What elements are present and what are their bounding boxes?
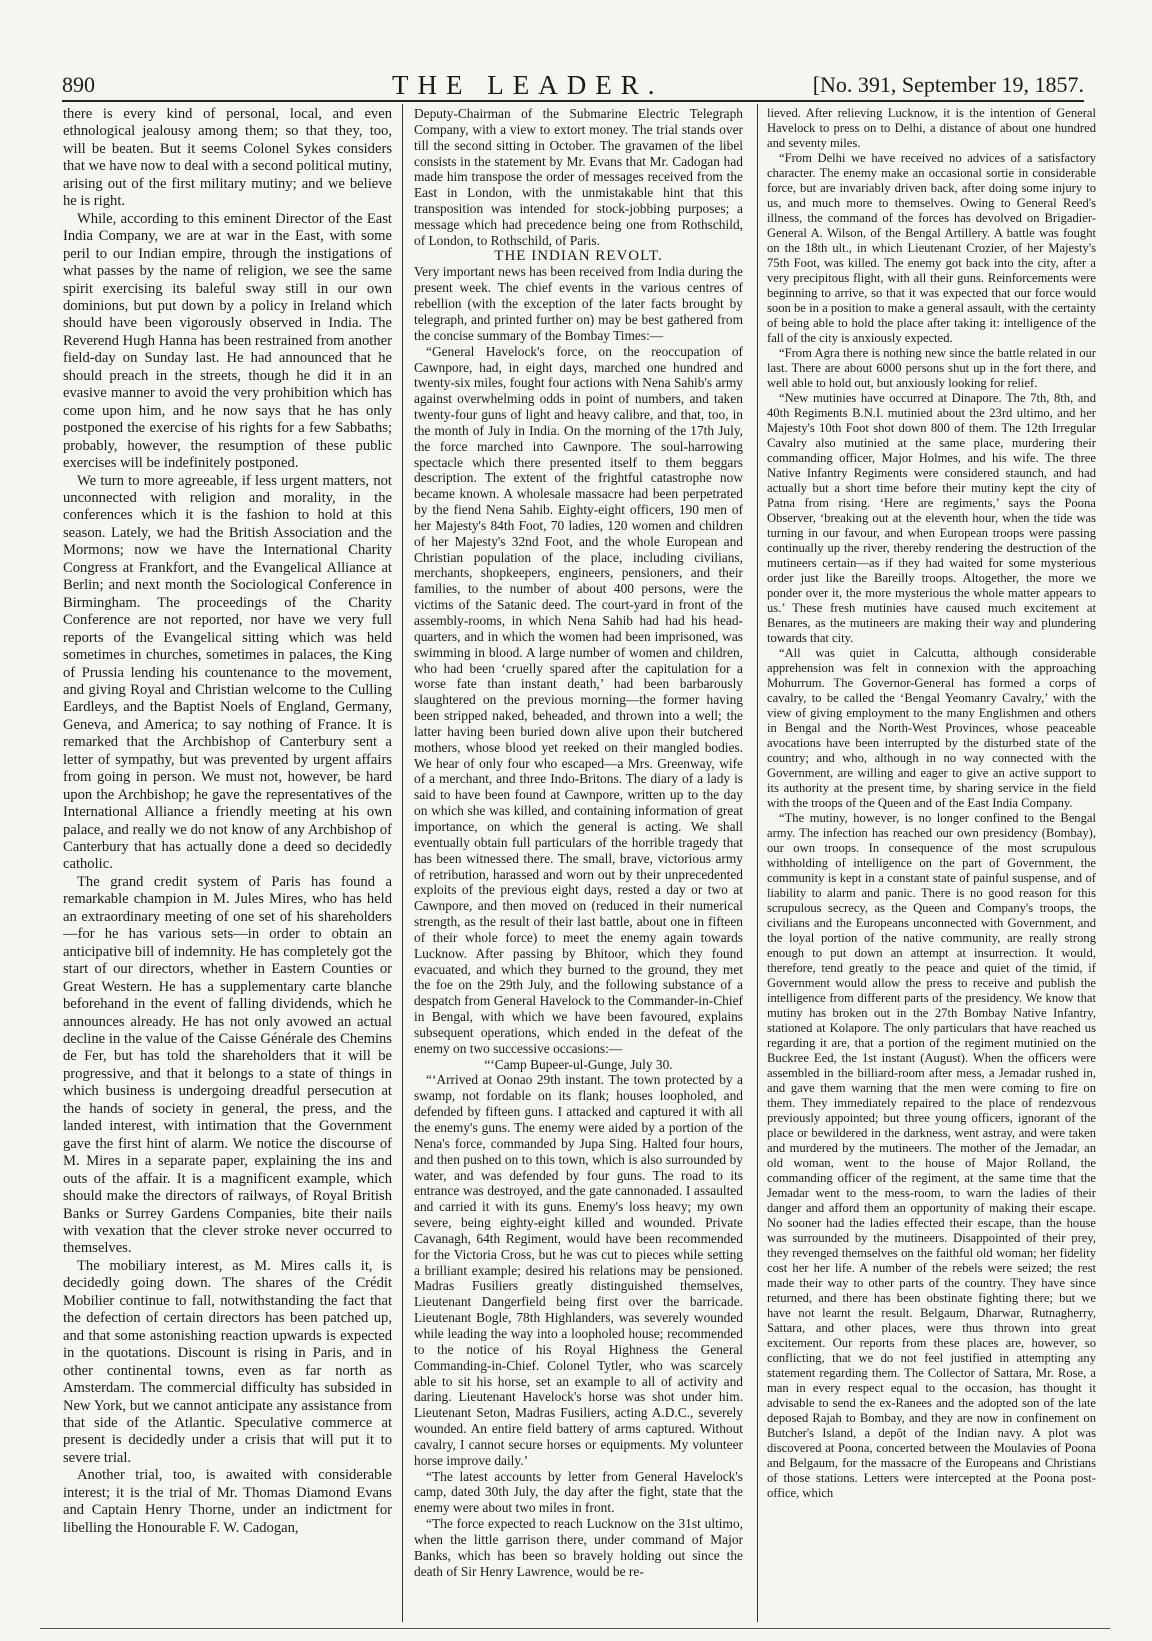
paragraph: “New mutinies have occurred at Dinapore. The 7th, 8th, and 40th Regiments B.N.I. mutinied about the 23rd ultimo, and her Majesty's 10th Foot shot down 800 of them. The 12th Irregular Cavalry also mutinied at the same place, murdering their commanding officer, Major Holmes, and his wife. The three Native Infantry Regiments were considered staunch, and had actually but a short time before their mutiny kept the city of Patna from rising. ‘Here are regiments,’ says the Poona Observer, ‘breaking out at the eleventh hour, when the tide was turning in our favour, and when European troops were passing continually up the river, thereby rendering the destruction of the mutineers certain—as if they had waited for some mysterious order just like the Bareilly troops. Altogether, the more we ponder over it, the more mysterious the whole matter appears to us.’ These fresh mutinies have caused much excitement at Benares, as the mutineers are making their way and plundering towards that city. [767,391,1096,645]
paragraph: Very important news has been received from India during the present week. The chief events in the various centres of rebellion (with the exception of the later facts brought by telegraph, and printed further on) may be best gathered from the concise summary of the Bombay Times:— [414,264,743,343]
paragraph: “From Delhi we have received no advices of a satisfactory character. The enemy make an occasional sortie in considerable force, but are invariably driven back, after doing some injury to us, and much more to themselves. Owing to General Reed's illness, the command of the forces has devolved on Brigadier-General A. Wilson, of the Bengal Artillery. A battle was fought on the 18th ult., in which Lieutenant Crozier, of her Majesty's 75th Foot, was killed. The enemy got back into the city, after a very precipitous flight, with all their guns. Reinforcements were beginning to arrive, so that it was expected that our force would soon be in a position to make a general assault, with the certainty of being able to hold the place after taking it: intelligence of the fall of the city is anxiously expected. [767,151,1096,345]
paragraph: “The mutiny, however, is no longer confined to the Bengal army. The infection has reached our own presidency (Bombay), our own troops. In consequence of the most scrupulous withholding of intelligence on the part of Government, the community is kept in a constant state of painful suspense, and of liability to alarm and panic. There is no good reason for this scrupulous secrecy, as the Queen and Company's troops, the civilians and the Europeans unconnected with Government, and the loyal portion of the native community, are really strong enough to put down an attempt at insurrection. It would, therefore, tend greatly to the peace and quiet of the timid, if Government would allow the press to receive and publish the intelligence from different parts of the presidency. We know that mutiny has broken out in the 27th Bombay Native Infantry, stationed at Kolapore. The only particulars that have reached us regarding it are, that a portion of the regiment mutinied on the Buckree Eed, the 1st instant (August). When the officers were assembled in the billiard-room after mess, a Jemadar rushed in, and gave them warning that the men were coming to fire on them. They immediately repaired to the place of rendezvous previously appointed; but three young officers, ignorant of the place or bewildered in the darkness, went astray, and were taken and murdered by the mutineers. The mother of the Jemadar, an old woman, went to the house of Major Rolland, the commanding officer of the regiment, at the same time that the Jemadar went to the mess-room, to warn the ladies of their danger and afford them an opportunity of making their escape. No sooner had the ladies effected their escape, than the house was surrounded by the mutineers. Disappointed of their prey, they revenged themselves on the faithful old woman; her fidelity cost her her life. A number of the rebels were seized; the rest made their way to other parts of the country. They have since returned, and there has been obstinate fighting there; but we have not learnt the result. Belgaum, Dharwar, Rutnagherry, Sattara, and other places, were thus thrown into great excitement. Our reports from these places are, however, so conflicting, that we do not feel justified in attempting any statement regarding them. The Collector of Sattara, Mr. Rose, a man in every respect equal to the occasion, has thought it advisable to send the ex-Ranees and the adopted son of the late deposed Rajah to Bombay, and they are now in confinement on Butcher's Island, a depôt of the Indian navy. A plot was discovered at Poona, concerted between the Moulavies of Poona and Belgaum, for the massacre of the Europeans and Christians of those stations. Letters were intercepted at the Poona post-office, which [767,811,1096,1500]
paragraph: there is every kind of personal, local, and even ethnological jealousy among them; so that they, too, will be beaten. But it seems Colonel Sykes considers that we have now to deal with a second political mutiny, arising out of the first military mutiny; and we believe he is right. [63,106,392,210]
paragraph: The grand credit system of Paris has found a remarkable champion in M. Jules Mires, who has held an extraordinary meeting of one set of his shareholders—for he has various sets—in order to obtain an anticipative bill of indemnity. He has completely got the start of our directors, whether in Eastern Counties or Great Western. He has a supplementary carte blanche beforehand in the event of falling dividends, which he announces already. He has not only avowed an actual decline in the value of the Caisse Générale des Chemins de Fer, but has told the shareholders that it will be progressive, and that it belongs to a state of things in which business is undergoing dreadful persecution at the hands of society in general, the press, and the landed interest, with intimation that the Government gave the first hint of alarm. We notice the discourse of M. Mires in a separate paper, explaining the ins and outs of the affair. It is a magnificent example, which should make the directors of railways, of Royal British Banks or Surrey Gardens Companies, bite their nails with vexation that the clever stroke never occurred to themselves. [63,873,392,1257]
page-header [62,70,1084,102]
paragraph: “The latest accounts by letter from General Havelock's camp, dated 30th July, the day after the fight, state that the enemy were about two miles in front. [414,1468,743,1516]
paragraph: While, according to this eminent Director of the East India Company, we are at war in the East, with some peril to our Indian empire, through the instigations of what passes by the name of religion, we see the same spirit exercising its baleful sway still in our own dominions, but put down by a policy in Ireland which should have been vigorously observed in India. The Reverend Hugh Hanna has been restrained from another field-day on Sunday last. He had announced that he should preach in the streets, though he did it in an evasive manner to avoid the very prohibition which has come upon him, and he now says that he has only postponed the exercise of his rights for a few Sabbaths; probably, however, the resumption of these public exercises will be indefinitely postponed. [63,210,392,472]
column-divider [402,104,403,1622]
column-divider [757,104,758,1622]
paragraph: “The force expected to reach Lucknow on the 31st ultimo, when the little garrison there, under command of Major Banks, which has been so bravely holding out since the death of Sir Henry Lawrence, would be re- [414,1516,743,1579]
paragraph: “From Agra there is nothing new since the battle related in our last. There are about 6000 persons shut up in the fort there, and well able to hold out, but anxiously looking for relief. [767,346,1096,390]
paragraph: “All was quiet in Calcutta, although considerable apprehension was felt in connexion with the approaching Mohurrum. The Governor-General has formed a corps of cavalry, to be called the ‘Bengal Yeomanry Cavalry,’ with the view of giving employment to the many Englishmen and others in Bengal and the North-West Provinces, whose peaceable avocations have been interrupted by the disturbed state of the country; and who, although in no way connected with the Government, are willing and eager to give an active support to its authority at the present time, by sharing service in the field with the troops of the Queen and of the East India Company. [767,646,1096,810]
dateline: “‘Camp Bupeer-ul-Gunge, July 30. [484,1056,673,1072]
paragraph: lieved. After relieving Lucknow, it is the intention of General Havelock to press on to Delhi, a distance of about one hundred and seventy miles. [767,106,1096,150]
column-right [767,106,1096,1621]
masthead-title: THE LEADER. [392,70,664,100]
footer-rule [40,1628,1110,1629]
header-rule [62,100,1084,102]
paragraph: Deputy-Chairman of the Submarine Electric Telegraph Company, with a view to extort money. The trial stands over till the second sitting in October. The gravamen of the libel consists in the statement by Mr. Evans that Mr. Cadogan had made him transpose the order of messages received from the East in London, with the unmistakable hint that this transposition was intended for stock-jobbing purposes; a message which had precedence being one from Rothschild, of London, to Rothschild, of Paris. [414,106,743,248]
section-title: THE INDIAN REVOLT. [494,247,663,264]
paragraph: The mobiliary interest, as M. Mires calls it, is decidedly going down. The shares of the Crédit Mobilier continue to fall, notwithstanding the fact that the defection of certain directors has been patched up, and that some astonishing reaction upwards is expected in the quotations. Discount is rising in Paris, and in other continental towns, even as far north as Amsterdam. The commercial difficulty has subsided in New York, but we cannot anticipate any assistance from that side of the Atlantic. Speculative commerce at present is decidedly under a crisis that will put it to severe trial. [63,1257,392,1466]
issue-line: [No. 391, September 19, 1857. [812,72,1084,97]
column-left [63,106,392,1621]
paragraph: We turn to more agreeable, if less urgent matters, not unconnected with religion and morality, in the conferences which it is the fashion to hold at this season. Lately, we had the British Association and the Mormons; now we have the International Charity Congress at Frankfort, and the Evangelical Alliance at Berlin; and next month the Sociological Conference in Birmingham. The proceedings of the Charity Conference are not reported, nor have we very full reports of the Evangelical sitting which was held sometimes in churches, sometimes in palaces, the King of Prussia lending his countenance to the movement, and giving Royal and Christian welcome to the Culling Eardleys, and the Baptist Noels of England, Germany, Geneva, and America; to say nothing of France. It is remarked that the Archbishop of Canterbury sent a letter of sympathy, but was prevented by urgent affairs from going in person. We must not, however, be hard upon the Archbishop; he gave the representatives of the International Alliance a friendly meeting at his own palace, and really we do not know of any Archbishop of Canterbury that has actually done a deed so decidedly catholic. [63,472,392,873]
paragraph: Another trial, too, is awaited with considerable interest; it is the trial of Mr. Thomas Diamond Evans and Captain Henry Thorne, under an indictment for libelling the Honourable F. W. Cadogan, [63,1467,392,1536]
column-middle [414,106,743,1621]
paragraph: “‘Arrived at Oonao 29th instant. The town protected by a swamp, not fordable on its flank; houses loopholed, and defended by fifteen guns. I attacked and captured it with all the enemy's guns. The enemy were aided by a portion of the Nena's force, commanded by Jupa Sing. Halted four hours, and then pushed on to this town, which is also surrounded by water, and was defended by four guns. The road to its entrance was destroyed, and the gate cannonaded. I assaulted and carried it with its guns. Enemy's loss heavy; my own severe, being eighty-eight killed and wounded. Private Cavanagh, 64th Regiment, would have been recommended for the Victoria Cross, but he was cut to pieces while setting a brilliant example; desired his relations may be pensioned. Madras Fusiliers greatly distinguished themselves, Lieutenant Dangerfield being first over the barricade. Lieutenant Bogle, 78th Highlanders, was severely wounded while leading the way into a loopholed house; recommended to the notice of his Royal Highness the General Commanding-in-Chief. Colonel Tytler, who was scarcely able to sit his horse, set an example to all of activity and daring. Lieutenant Havelock's horse was shot under him. Lieutenant Seton, Madras Fusiliers, acting A.D.C., severely wounded. An entire field battery of arms captured. Without cavalry, I cannot secure horses or equipments. My volunteer horse improve daily.’ [414,1072,743,1468]
page-number: 890 [62,72,95,97]
paragraph: “General Havelock's force, on the reoccupation of Cawnpore, had, in eight days, marched one hundred and twenty-six miles, fought four actions with Nena Sahib's army against overwhelming odds in point of numbers, and taken twenty-four guns of light and heavy calibre, and that, too, in the month of July in India. On the morning of the 17th July, the force marched into Cawnpore. The soul-harrowing spectacle which there presented itself to them beggars description. The extent of the frightful catastrophe now became known. A wholesale massacre had been perpetrated by the fiend Nena Sahib. Eighty-eight officers, 190 men of her Majesty's 84th Foot, 70 ladies, 120 women and children of her Majesty's 32nd Foot, and the whole European and Christian population of the place, including civilians, merchants, shopkeepers, engineers, pensioners, and their families, to the number of about 400 persons, were the victims of the Satanic deed. The court-yard in front of the assembly-rooms, in which Nena Sahib had had his head-quarters, and in which the women had been imprisoned, was swimming in blood. A large number of women and children, who had been ‘cruelly spared after the capitulation for a worse fate than instant death,’ had been barbarously slaughtered on the previous morning—the former having been stripped naked, beheaded, and thrown into a well; the latter having been buried down alive upon their butchered mothers, whose blood yet reeked on their mangled bodies. We hear of only four who escaped—a Mrs. Greenway, wife of a merchant, and three Indo-Britons. The diary of a lady is said to have been found at Cawnpore, written up to the day on which she was killed, and containing information of great importance, on which the general is acting. We shall eventually obtain full particulars of the horrible tragedy that has been witnessed there. The small, brave, victorious army of retribution, harassed and worn out by their unprecedented exploits of the previous eight days, rested a day or two at Cawnpore, and then moved on (reduced in their numerical strength, as the result of their last battle, about one in fifteen of their whole force) to meet the enemy again towards Lucknow. After passing by Bhitoor, which they found evacuated, and which they burned to the ground, they met the foe on the 29th July, and the following substance of a despatch from General Havelock to the Commander-in-Chief in Bengal, with which we have been favoured, explains subsequent operations, which ended in the defeat of the enemy on two successive occasions:— [414,343,743,1056]
